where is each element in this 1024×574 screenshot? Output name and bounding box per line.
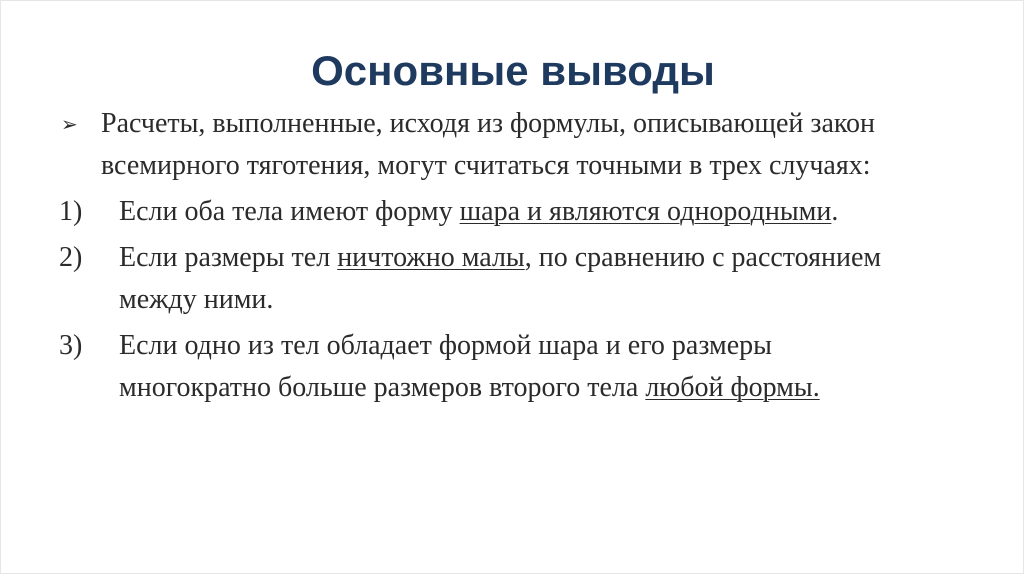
list-item-number: 2) [59, 242, 83, 273]
intro-text: Расчеты, выполненные, исходя из формулы, описывающей закон всемирного тяготения, могут считаться точными в трех случаях: [101, 108, 876, 181]
list-item-text-part: Если одно из тел обладает формой шара и его размеры многократно больше размеров второго тела [119, 330, 772, 403]
intro-paragraph [59, 103, 979, 187]
list-item-text-part: . [831, 196, 839, 227]
underlined-phrase: любой формы. [645, 372, 820, 403]
list-item-number: 3) [59, 330, 83, 361]
underlined-phrase: шара и являются однородными [459, 196, 832, 227]
list-item-text [119, 237, 899, 321]
list-item-number: 1) [59, 196, 83, 227]
list-item-text-part: , по сравнению с расстоянием между ними. [119, 242, 882, 315]
list-item [59, 325, 979, 409]
underlined-phrase: ничтожно малы [337, 242, 525, 273]
list-item-text-part: Если размеры тел [119, 242, 338, 273]
list-item [59, 237, 979, 321]
list-item [59, 191, 979, 233]
list-item-text-part: Если оба тела имеют форму [119, 196, 460, 227]
slide-content [59, 103, 979, 409]
list-item-text [119, 191, 899, 233]
slide-title: Основные выводы [311, 47, 715, 94]
arrow-bullet-icon: ➢ [61, 112, 78, 136]
list-item-text [119, 325, 899, 409]
